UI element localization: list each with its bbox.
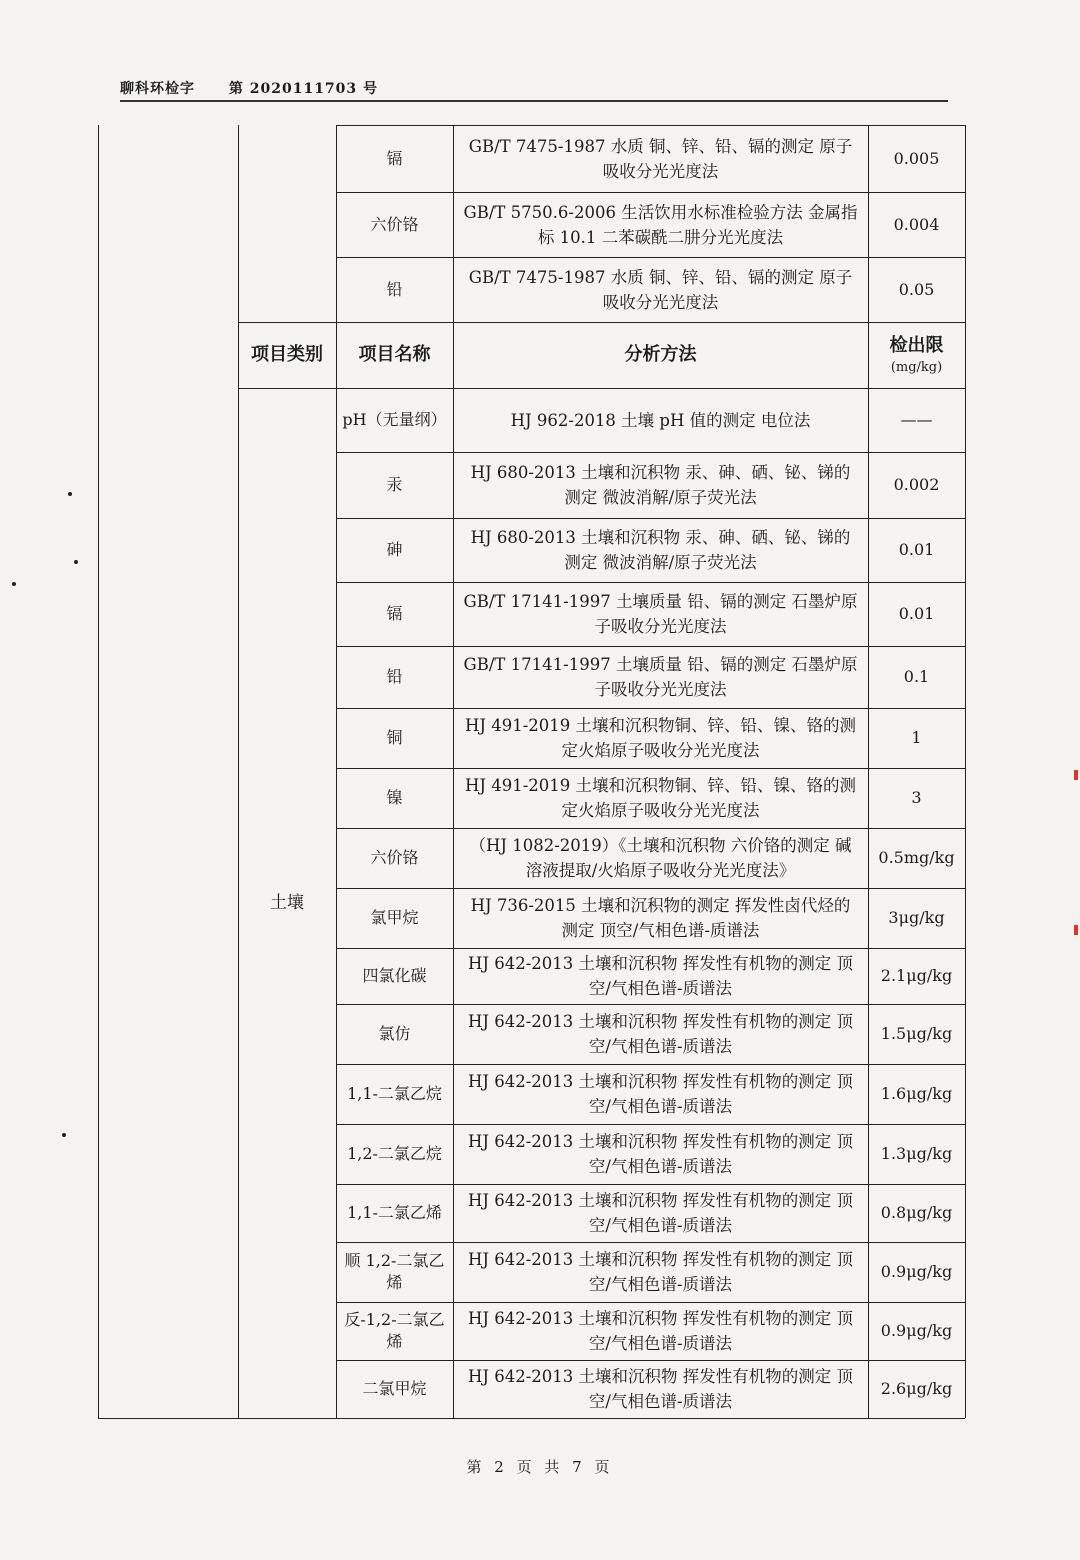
analysis-method	[453, 1004, 868, 1064]
table-horizontal-rule	[336, 1184, 965, 1185]
item-name-text: 砷	[386, 540, 403, 559]
item-name	[336, 1360, 453, 1418]
item-name	[336, 1242, 453, 1302]
item-name-text: 六价铬	[370, 214, 419, 234]
analysis-method-text: GB/T 17141-1997 土壤质量 铅、镉的测定 石墨炉原子吸收分光光度法	[463, 655, 858, 699]
detection-limit-text: 0.05	[898, 279, 935, 299]
table-horizontal-rule	[238, 388, 965, 389]
analysis-method-text: HJ 962-2018 土壤 pH 值的测定 电位法	[510, 410, 811, 430]
table-horizontal-rule	[336, 257, 965, 258]
table-horizontal-rule	[336, 768, 965, 769]
item-name	[336, 388, 453, 452]
detection-limit	[868, 1124, 965, 1184]
table-horizontal-rule	[336, 582, 965, 583]
item-name-text: 1,1-二氯乙烷	[347, 1084, 442, 1103]
table-vertical-rule	[965, 125, 966, 1418]
analysis-method	[453, 888, 868, 948]
item-name	[336, 452, 453, 518]
table-vertical-rule	[868, 125, 869, 1418]
table-horizontal-rule	[336, 1004, 965, 1005]
table-horizontal-rule	[98, 1418, 965, 1419]
analysis-method-text: HJ 680-2013 土壤和沉积物 汞、砷、硒、铋、锑的测定 微波消解/原子荧光法	[470, 463, 851, 507]
item-name	[336, 1124, 453, 1184]
analysis-method-text: （HJ 1082-2019）《土壤和沉积物 六价铬的测定 碱溶液提取/火焰原子吸收分光光度法》	[469, 836, 852, 880]
item-name-text: 镍	[386, 788, 403, 807]
analysis-method	[453, 257, 868, 322]
analysis-method	[453, 1242, 868, 1302]
item-name	[336, 888, 453, 948]
detection-limit	[868, 768, 965, 828]
analysis-method-text: GB/T 5750.6-2006 生活饮用水标准检验方法 金属指标 10.1 二苯碳酰二肼分光光度法	[463, 202, 858, 247]
scan-mark	[1074, 770, 1078, 780]
analysis-method	[453, 125, 868, 192]
detection-limit-text: 0.9μg/kg	[880, 1321, 953, 1340]
detection-limit-text: 3	[911, 788, 922, 807]
item-name	[336, 1184, 453, 1242]
analysis-method-text: HJ 642-2013 土壤和沉积物 挥发性有机物的测定 顶空/气相色谱-质谱法	[467, 1191, 854, 1235]
detection-limit	[868, 888, 965, 948]
detection-limit	[868, 1184, 965, 1242]
detection-limit-text: 1.6μg/kg	[880, 1084, 953, 1103]
item-name-text: 氯仿	[378, 1024, 411, 1043]
item-name-text: 铜	[386, 728, 403, 747]
column-header-name	[336, 322, 453, 388]
limit-unit-text: (mg/kg)	[890, 360, 943, 375]
scan-speck	[12, 582, 16, 586]
item-name-text: 镉	[386, 148, 403, 168]
detection-limit-text: 1	[911, 728, 922, 747]
report-header	[120, 78, 948, 100]
detection-limit-text: 0.005	[893, 148, 940, 168]
detection-limit	[868, 1004, 965, 1064]
doc-number: 第 2020111703 号	[228, 81, 379, 97]
detection-limit-text: 1.5μg/kg	[880, 1024, 953, 1043]
column-header-category	[238, 322, 336, 388]
detection-limit-text: 3μg/kg	[888, 908, 945, 927]
analysis-method-text: HJ 491-2019 土壤和沉积物铜、锌、铅、镍、铬的测定火焰原子吸收分光光度法	[464, 776, 857, 820]
detection-limit	[868, 1242, 965, 1302]
column-header-name-text: 项目名称	[358, 344, 431, 365]
detection-limit	[868, 1064, 965, 1124]
analysis-method	[453, 1124, 868, 1184]
analysis-method	[453, 518, 868, 582]
analysis-method-text: HJ 642-2013 土壤和沉积物 挥发性有机物的测定 顶空/气相色谱-质谱法	[467, 954, 854, 998]
item-name-text: 二氯甲烷	[362, 1379, 427, 1398]
item-name-text: 顺 1,2-二氯乙烯	[344, 1251, 445, 1292]
analysis-method-text: HJ 491-2019 土壤和沉积物铜、锌、铅、镍、铬的测定火焰原子吸收分光光度法	[464, 716, 857, 760]
analysis-method-text: HJ 680-2013 土壤和沉积物 汞、砷、硒、铋、锑的测定 微波消解/原子荧光法	[470, 528, 851, 572]
table-horizontal-rule	[336, 1124, 965, 1125]
detection-limit-text: 0.01	[898, 540, 935, 559]
item-name-text: pH（无量纲）	[342, 410, 447, 429]
detection-limit-text: 0.1	[903, 667, 930, 686]
scan-speck	[68, 492, 72, 496]
item-name-text: 1,2-二氯乙烷	[347, 1144, 442, 1163]
detection-limit	[868, 708, 965, 768]
analysis-method-text: GB/T 17141-1997 土壤质量 铅、镉的测定 石墨炉原子吸收分光光度法	[463, 592, 858, 636]
analysis-method-text: HJ 642-2013 土壤和沉积物 挥发性有机物的测定 顶空/气相色谱-质谱法	[467, 1072, 854, 1116]
detection-limit-text: 0.9μg/kg	[880, 1262, 953, 1281]
analysis-method	[453, 582, 868, 646]
detection-limit-text: 2.6μg/kg	[880, 1379, 953, 1398]
analysis-method	[453, 388, 868, 452]
item-name-text: 氯甲烷	[370, 908, 419, 927]
item-name	[336, 257, 453, 322]
column-header-method-text: 分析方法	[624, 344, 697, 365]
analysis-method-text: GB/T 7475-1987 水质 铜、锌、铅、镉的测定 原子吸收分光光度法	[468, 136, 853, 181]
analysis-method-text: HJ 642-2013 土壤和沉积物 挥发性有机物的测定 顶空/气相色谱-质谱法	[467, 1132, 854, 1176]
item-name	[336, 646, 453, 708]
item-name	[336, 582, 453, 646]
detection-limit	[868, 1360, 965, 1418]
scan-speck	[74, 560, 78, 564]
scan-speck	[62, 1133, 66, 1137]
item-name	[336, 768, 453, 828]
item-name	[336, 1064, 453, 1124]
detection-limit-text: 0.002	[893, 475, 940, 494]
doc-code: 聊科环检字	[120, 81, 195, 97]
table-horizontal-rule	[238, 322, 965, 323]
item-name	[336, 828, 453, 888]
detection-limit	[868, 948, 965, 1004]
table-horizontal-rule	[336, 192, 965, 193]
category-soil	[238, 388, 336, 1418]
detection-limit	[868, 828, 965, 888]
detection-limit	[868, 646, 965, 708]
analysis-method	[453, 1302, 868, 1360]
detection-limit-text: 1.3μg/kg	[880, 1144, 953, 1163]
table-vertical-rule	[238, 125, 239, 1418]
table-horizontal-rule	[336, 518, 965, 519]
analysis-method-text: GB/T 7475-1987 水质 铜、锌、铅、镉的测定 原子吸收分光光度法	[468, 267, 853, 312]
analysis-method	[453, 1360, 868, 1418]
item-name-text: 四氯化碳	[362, 966, 427, 985]
item-name	[336, 1004, 453, 1064]
detection-limit-text: 0.8μg/kg	[880, 1203, 953, 1222]
item-name	[336, 1302, 453, 1360]
table-vertical-rule	[336, 125, 337, 1418]
item-name-text: 六价铬	[370, 848, 419, 867]
page-number: 第 2 页 共 7 页	[466, 1458, 614, 1476]
detection-limit	[868, 388, 965, 452]
analysis-method	[453, 452, 868, 518]
item-name-text: 铅	[386, 667, 403, 686]
table-horizontal-rule	[336, 1360, 965, 1361]
table-horizontal-rule	[336, 708, 965, 709]
table-horizontal-rule	[336, 1064, 965, 1065]
analysis-method-text: HJ 642-2013 土壤和沉积物 挥发性有机物的测定 顶空/气相色谱-质谱法	[467, 1250, 854, 1294]
analysis-method-text: HJ 642-2013 土壤和沉积物 挥发性有机物的测定 顶空/气相色谱-质谱法	[467, 1012, 854, 1056]
table-horizontal-rule	[336, 1242, 965, 1243]
item-name-text: 汞	[386, 475, 403, 494]
analysis-method-text: HJ 642-2013 土壤和沉积物 挥发性有机物的测定 顶空/气相色谱-质谱法	[467, 1367, 854, 1411]
column-header-limit	[868, 322, 965, 388]
item-name-text: 铅	[386, 279, 403, 299]
category-soil-text: 土壤	[270, 893, 304, 913]
analysis-method	[453, 768, 868, 828]
column-header-category-text: 项目类别	[251, 344, 323, 365]
item-name	[336, 708, 453, 768]
detection-limit-text: 0.01	[898, 604, 935, 623]
table-horizontal-rule	[336, 1302, 965, 1303]
detection-limit	[868, 518, 965, 582]
analysis-method	[453, 646, 868, 708]
detection-limit	[868, 452, 965, 518]
item-name	[336, 192, 453, 257]
analysis-method	[453, 828, 868, 888]
column-header-method	[453, 322, 868, 388]
detection-limit-text: ——	[900, 410, 933, 429]
table-horizontal-rule	[336, 125, 965, 126]
analysis-method	[453, 1064, 868, 1124]
analysis-method	[453, 1184, 868, 1242]
item-name-text: 反-1,2-二氯乙烯	[344, 1310, 445, 1351]
item-name-text: 镉	[386, 604, 403, 623]
limit-header-text: 检出限	[889, 335, 944, 356]
header-divider	[120, 100, 948, 102]
table-horizontal-rule	[336, 452, 965, 453]
item-name	[336, 518, 453, 582]
detection-limit	[868, 125, 965, 192]
analysis-method	[453, 708, 868, 768]
table-vertical-rule	[98, 125, 99, 1418]
detection-limit	[868, 257, 965, 322]
detection-limit-text: 0.5mg/kg	[878, 848, 955, 867]
item-name	[336, 125, 453, 192]
table-horizontal-rule	[336, 828, 965, 829]
item-name	[336, 948, 453, 1004]
analysis-method	[453, 192, 868, 257]
item-name-text: 1,1-二氯乙烯	[347, 1203, 442, 1222]
detection-limit	[868, 582, 965, 646]
detection-limit	[868, 1302, 965, 1360]
detection-limit-text: 2.1μg/kg	[880, 966, 953, 985]
detection-limit-text: 0.004	[893, 214, 940, 234]
scan-mark	[1074, 925, 1078, 935]
analysis-method	[453, 948, 868, 1004]
analysis-method-text: HJ 736-2015 土壤和沉积物的测定 挥发性卤代烃的测定 顶空/气相色谱-质谱法	[470, 896, 851, 940]
detection-limit	[868, 192, 965, 257]
table-vertical-rule	[453, 125, 454, 1418]
table-horizontal-rule	[336, 888, 965, 889]
table-horizontal-rule	[336, 948, 965, 949]
table-horizontal-rule	[336, 646, 965, 647]
analysis-method-text: HJ 642-2013 土壤和沉积物 挥发性有机物的测定 顶空/气相色谱-质谱法	[467, 1309, 854, 1353]
